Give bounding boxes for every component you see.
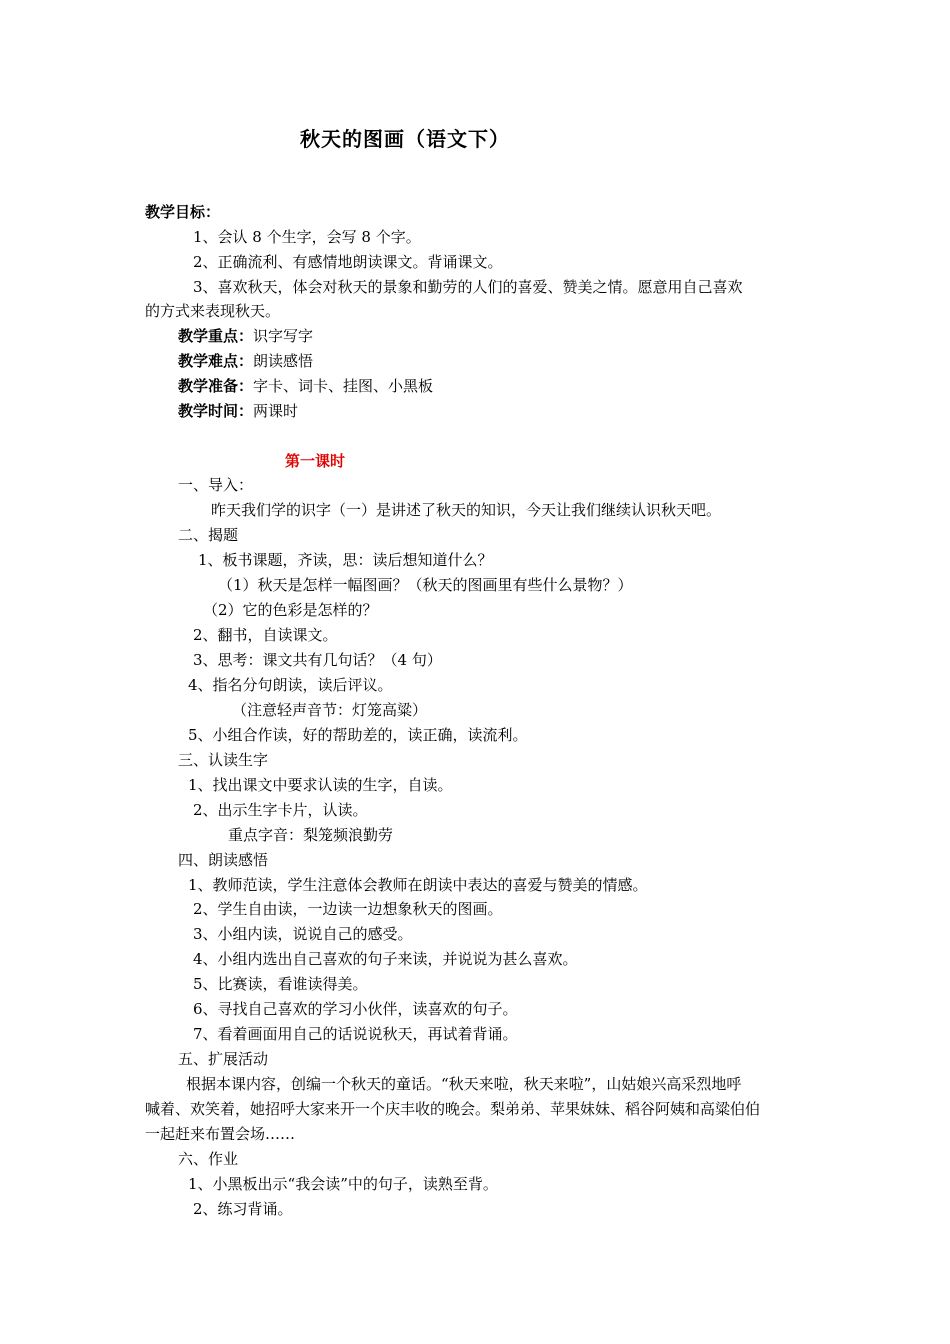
extension-text-line-1: 根据本课内容，创编一个秋天的童话。“秋天来啦，秋天来啦”，山姑娘兴高采烈地呼 <box>186 1075 742 1093</box>
topic-item-1a: （1）秋天是怎样一幅图画？（秋天的图画里有些什么景物？） <box>218 576 633 594</box>
extension-text-line-2: 喊着、欢笑着，她招呼大家来开一个庆丰收的晚会。梨弟弟、苹果妹妹、稻谷阿姨和高粱伯伯 <box>145 1100 761 1118</box>
meta-prep-label: 教学准备： <box>178 377 254 395</box>
goal-item-3: 3、喜欢秋天，体会对秋天的景象和勤劳的人们的喜爱、赞美之情。愿意用自己喜欢 <box>193 278 743 296</box>
meta-focus <box>178 326 313 346</box>
meta-time-label: 教学时间： <box>178 402 254 420</box>
reading-item-1: 1、教师范读，学生注意体会教师在朗读中表达的喜爱与赞美的情感。 <box>188 876 648 894</box>
reading-item-6: 6、寻找自己喜欢的学习小伙伴，读喜欢的句子。 <box>193 1000 518 1018</box>
reading-item-5: 5、比赛读，看谁读得美。 <box>193 975 368 993</box>
extension-text-line-3: 一起赶来布置会场…… <box>145 1125 296 1143</box>
lesson-heading: 第一课时 <box>285 452 346 470</box>
meta-time <box>178 401 298 421</box>
reading-item-7: 7、看着画面用自己的话说说秋天，再试着背诵。 <box>193 1025 518 1043</box>
topic-item-5: 5、小组合作读，好的帮助差的，读正确，读流利。 <box>188 726 528 744</box>
topic-item-1b: （2）它的色彩是怎样的？ <box>203 601 378 619</box>
topic-item-4: 4、指名分句朗读，读后评议。 <box>188 676 393 694</box>
chars-item-2a: 重点字音：梨笼频浪勤劳 <box>228 826 394 844</box>
homework-item-2: 2、练习背诵。 <box>193 1200 293 1218</box>
goal-item-2: 2、正确流利、有感情地朗读课文。背诵课文。 <box>193 253 503 271</box>
meta-difficulty <box>178 351 313 371</box>
meta-difficulty-label: 教学难点： <box>178 352 254 370</box>
topic-item-1: 1、板书课题，齐读，思：读后想知道什么？ <box>198 551 493 569</box>
section-topic-heading: 二、揭题 <box>178 526 239 544</box>
meta-focus-value: 识字写字 <box>253 327 314 345</box>
reading-item-2: 2、学生自由读，一边读一边想象秋天的图画。 <box>193 900 503 918</box>
document-title: 秋天的图画（语文下） <box>300 127 510 151</box>
goal-item-3-continued: 的方式来表现秋天。 <box>145 302 281 320</box>
goal-item-1: 1、会认 8 个生字，会写 8 个字。 <box>193 228 421 246</box>
reading-item-4: 4、小组内选出自己喜欢的句子来读，并说说为甚么喜欢。 <box>193 950 578 968</box>
section-extension-heading: 五、扩展活动 <box>178 1050 269 1068</box>
homework-item-1: 1、小黑板出示“我会读”中的句子，读熟至背。 <box>188 1175 498 1193</box>
chars-item-2: 2、出示生字卡片，认读。 <box>193 801 368 819</box>
meta-time-value: 两课时 <box>253 402 299 420</box>
meta-prep <box>178 376 433 396</box>
section-reading-heading: 四、朗读感悟 <box>178 851 269 869</box>
topic-item-2: 2、翻书，自读课文。 <box>193 626 338 644</box>
topic-item-4a: （注意轻声音节：灯笼高粱） <box>232 701 428 719</box>
section-intro-text: 昨天我们学的识字（一）是讲述了秋天的知识，今天让我们继续认识秋天吧。 <box>211 501 722 519</box>
section-chars-heading: 三、认读生字 <box>178 751 269 769</box>
meta-difficulty-value: 朗读感悟 <box>253 352 314 370</box>
section-intro-heading: 一、导入： <box>178 476 254 494</box>
meta-focus-label: 教学重点： <box>178 327 254 345</box>
meta-prep-value: 字卡、词卡、挂图、小黑板 <box>253 377 434 395</box>
reading-item-3: 3、小组内读，说说自己的感受。 <box>193 925 413 943</box>
topic-item-3: 3、思考：课文共有几句话？（4 句） <box>193 651 442 669</box>
goals-heading: 教学目标： <box>145 203 221 221</box>
section-homework-heading: 六、作业 <box>178 1150 239 1168</box>
chars-item-1: 1、找出课文中要求认读的生字，自读。 <box>188 776 453 794</box>
